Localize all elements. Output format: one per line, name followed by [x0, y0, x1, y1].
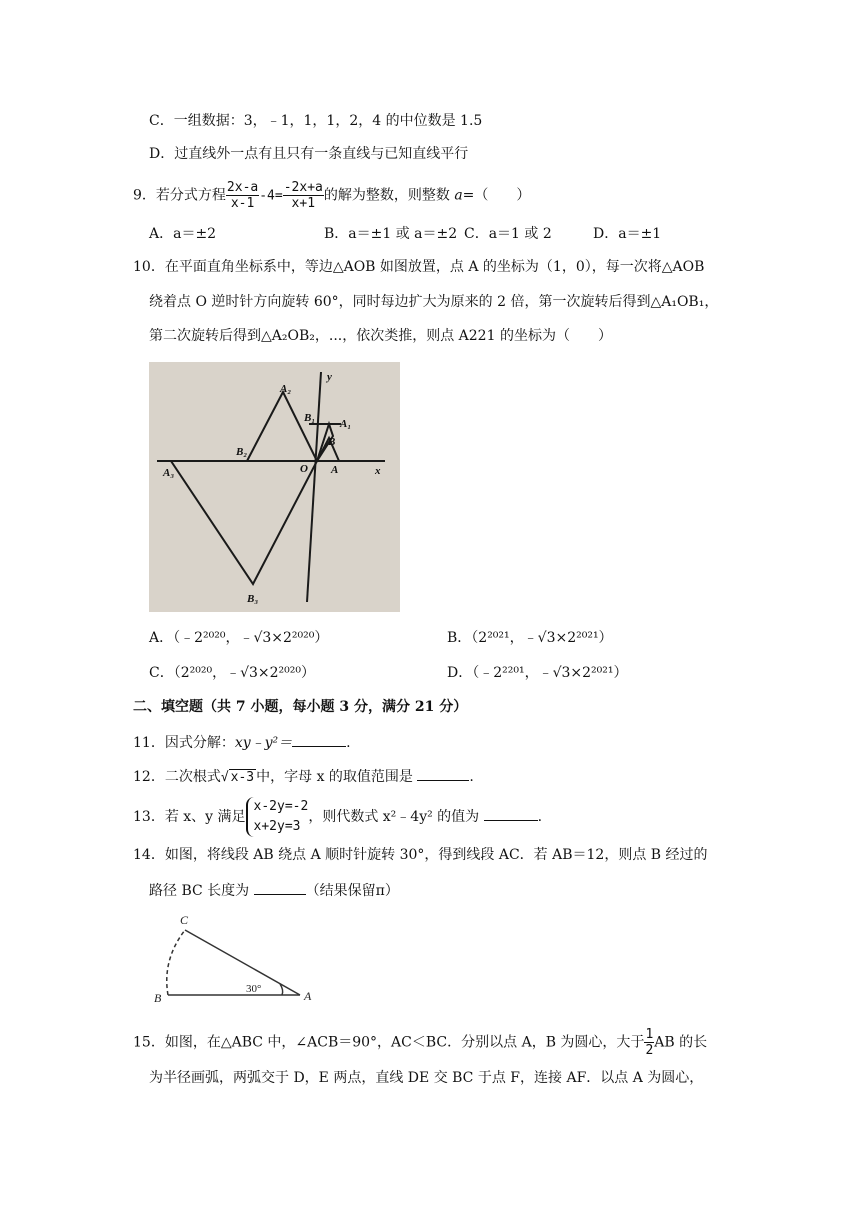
q15-line1	[133, 1027, 707, 1058]
q12-radical: √ x-3	[220, 770, 255, 785]
q11	[133, 732, 351, 753]
q9-fraction-left	[226, 180, 259, 211]
q12-prefix: 12．二次根式	[133, 769, 221, 785]
label-b: B	[328, 436, 336, 448]
q13-equation-2: x+2y=3	[253, 819, 301, 834]
triangle-a3-o-b3	[171, 461, 317, 584]
label-y: y	[327, 371, 332, 383]
q9-suffix-end: =（ ）	[462, 187, 531, 204]
label-b1: B₁	[304, 412, 316, 424]
q13	[133, 794, 542, 840]
q10-line3: 第二次旋转后得到△A₂OB₂，...，依次类推，则点 A221 的坐标为（ ）	[149, 328, 612, 344]
q13-prefix: 13．若 x、y 满足	[133, 809, 246, 825]
q9-stem	[133, 180, 530, 211]
q8-option-c: C．一组数据：3，﹣1，1，1，2，4 的中位数是 1.5	[149, 113, 483, 129]
q15-line1-prefix: 15．如图，在△ABC 中，∠ACB＝90°，AC＜BC．分别以点 A，B 为圆心，大于	[133, 1034, 645, 1051]
section-fill-in-title: 二、填空题（共 7 小题，每小题 3 分，满分 21 分）	[133, 699, 468, 715]
q14-answer-blank[interactable]	[254, 880, 306, 895]
q9-middle: -4=	[259, 188, 283, 204]
q14-line2-prefix: 路径 BC 长度为	[149, 883, 250, 899]
q10-option-b: B．（2²⁰²¹，﹣√3×2²⁰²¹）	[447, 630, 613, 646]
q12-answer-blank[interactable]	[417, 766, 469, 781]
q9-f1-numerator: 2x-a	[226, 180, 259, 195]
q10-line2: 绕着点 O 逆时针方向旋转 60°，同时每边扩大为原来的 2 倍，第一次旋转后得到△A₁OB₁，	[149, 294, 719, 310]
label-b: B	[154, 991, 162, 1005]
label-b3: B₃	[247, 593, 259, 605]
label-o: O	[300, 463, 308, 475]
q15-fraction-half	[644, 1027, 654, 1058]
q9-option-c: C．a＝1 或 2	[464, 226, 552, 242]
q9-option-b: B．a＝±1 或 a＝±2	[324, 226, 458, 242]
y-axis	[307, 372, 321, 602]
label-a2: A₂	[280, 383, 292, 395]
label-c: C	[180, 913, 189, 927]
q15-frac-denominator: 2	[645, 1043, 654, 1058]
label-b2: B₂	[236, 446, 248, 458]
triangle-a2-b2	[247, 392, 317, 461]
label-a: A	[331, 464, 339, 476]
q13-equation-1: x-2y=-2	[253, 799, 309, 814]
arc-bc	[167, 930, 185, 995]
label-angle: 30°	[246, 983, 262, 995]
q15-line1-suffix: AB 的长	[654, 1034, 708, 1051]
q9-variable: a	[454, 187, 463, 204]
q10-figure	[149, 362, 400, 612]
label-a: A	[304, 989, 312, 1003]
q10-option-d: D．（﹣2²²⁰¹，﹣√3×2²⁰²¹）	[447, 665, 628, 681]
q9-f2-denominator: x+1	[291, 196, 316, 211]
q9-option-a: A．a＝±2	[149, 226, 217, 242]
q12	[133, 766, 474, 788]
q9-fraction-right	[283, 180, 324, 211]
q14-line1: 14．如图，将线段 AB 绕点 A 顺时针旋转 30°，得到线段 AC．若 AB＝12，则点 B 经过的	[133, 847, 708, 863]
q13-system	[246, 797, 309, 837]
q11-prefix: 11．因式分解：	[133, 735, 235, 751]
q13-answer-blank[interactable]	[484, 806, 538, 821]
q11-answer-blank[interactable]	[292, 732, 346, 747]
q12-radicand: x-3	[230, 770, 255, 785]
q9-suffix: 的解为整数，则整数	[323, 187, 455, 204]
q9-f1-denominator: x-1	[230, 196, 255, 211]
q12-end: .	[469, 769, 474, 785]
q15-line2: 为半径画弧，两弧交于 D，E 两点，直线 DE 交 BC 于点 F，连接 AF．以点 A 为圆心，	[149, 1070, 704, 1086]
label-a3: A₃	[163, 467, 175, 479]
q8-option-d: D．过直线外一点有且只有一条直线与已知直线平行	[149, 146, 469, 162]
q14-line2-suffix: （结果保留π）	[305, 883, 399, 899]
label-x: x	[375, 465, 381, 477]
q11-expression: xy﹣y²＝	[234, 735, 293, 751]
q9-prefix: 9．若分式方程	[133, 187, 226, 204]
q10-line1: 10．在平面直角坐标系中，等边△AOB 如图放置，点 A 的坐标为（1，0），每一次将△AOB	[133, 259, 705, 275]
segment-ac	[185, 930, 300, 995]
q13-suffix: ，则代数式 x²﹣4y² 的值为	[308, 809, 480, 825]
q10-figure-svg	[149, 362, 400, 612]
q10-option-c: C．（2²⁰²⁰，﹣√3×2²⁰²⁰）	[149, 665, 315, 681]
q13-end: .	[537, 809, 543, 825]
q14-figure	[142, 910, 342, 1010]
q15-frac-numerator: 1	[645, 1027, 654, 1042]
q14-line2	[149, 880, 399, 901]
q14-figure-svg	[142, 910, 342, 1010]
q12-suffix: 中，字母 x 的取值范围是	[256, 769, 413, 785]
q10-option-a: A．（﹣2²⁰²⁰，﹣√3×2²⁰²⁰）	[149, 630, 329, 646]
q11-end: .	[346, 735, 351, 751]
label-a1: A₁	[340, 418, 352, 430]
q9-option-d: D．a＝±1	[593, 226, 662, 242]
q9-f2-numerator: -2x+a	[283, 180, 323, 195]
